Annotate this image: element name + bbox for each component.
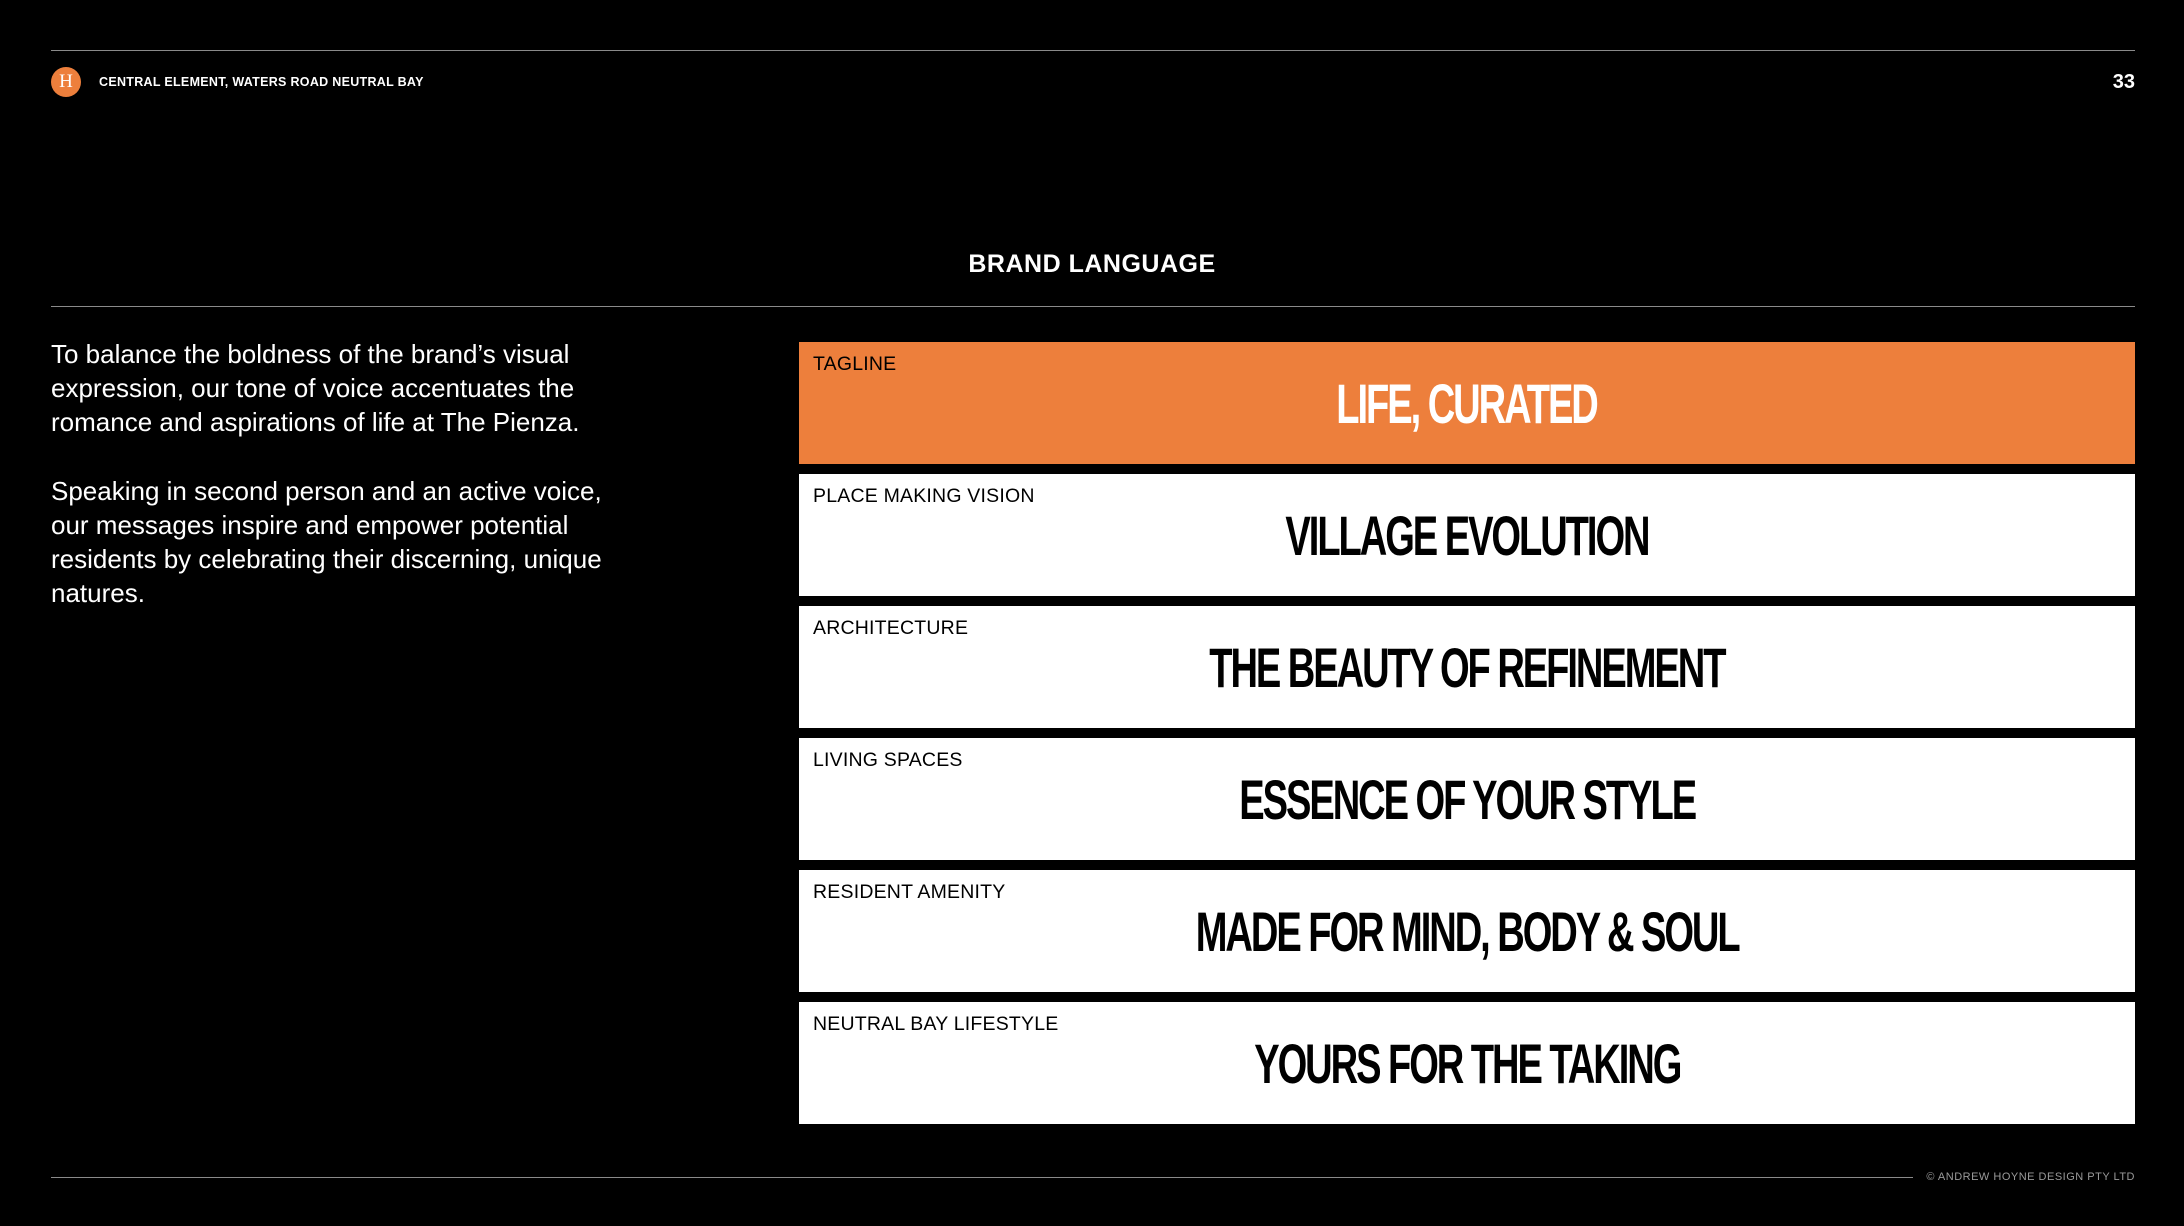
brand-row-neutral-bay-lifestyle [799, 1002, 2135, 1124]
brand-logo-icon: H [51, 67, 81, 97]
copyright-notice: © ANDREW HOYNE DESIGN PTY LTD [1926, 1171, 2135, 1183]
row-statement: ESSENCE OF YOUR STYLE [1239, 768, 1695, 831]
page-number: 33 [2112, 71, 2135, 93]
row-statement: THE BEAUTY OF REFINEMENT [1209, 636, 1725, 699]
intro-paragraph-1: To balance the boldness of the brand’s visual expression, our tone of voice accentuates the romance and aspirations of life at The Pienza. [51, 339, 580, 437]
section-divider [51, 306, 2135, 307]
row-statement: MADE FOR MIND, BODY & SOUL [1195, 900, 1739, 963]
intro-paragraph-2: Speaking in second person and an active voice, our messages inspire and empower potential residents by celebrating their discerning, unique natures. [51, 476, 602, 608]
row-label: PLACE MAKING VISION [813, 485, 1035, 507]
row-statement: YOURS FOR THE TAKING [1253, 1032, 1681, 1095]
brand-row-architecture [799, 606, 2135, 728]
row-label: RESIDENT AMENITY [813, 881, 1006, 903]
footer-divider [51, 1177, 1913, 1178]
row-label: TAGLINE [813, 353, 897, 375]
brand-language-list [799, 342, 2135, 1134]
row-label: ARCHITECTURE [813, 617, 969, 639]
brand-row-living-spaces [799, 738, 2135, 860]
section-title: BRAND LANGUAGE [968, 250, 1216, 278]
intro-text [51, 337, 611, 645]
project-title: CENTRAL ELEMENT, WATERS ROAD NEUTRAL BAY [99, 75, 424, 89]
brand-row-tagline [799, 342, 2135, 464]
row-statement: VILLAGE EVOLUTION [1285, 504, 1649, 567]
brand-row-place-making-vision [799, 474, 2135, 596]
row-label: NEUTRAL BAY LIFESTYLE [813, 1013, 1059, 1035]
row-statement: LIFE, CURATED [1336, 372, 1598, 435]
brand-row-resident-amenity [799, 870, 2135, 992]
row-label: LIVING SPACES [813, 749, 963, 771]
header-divider [51, 50, 2135, 51]
